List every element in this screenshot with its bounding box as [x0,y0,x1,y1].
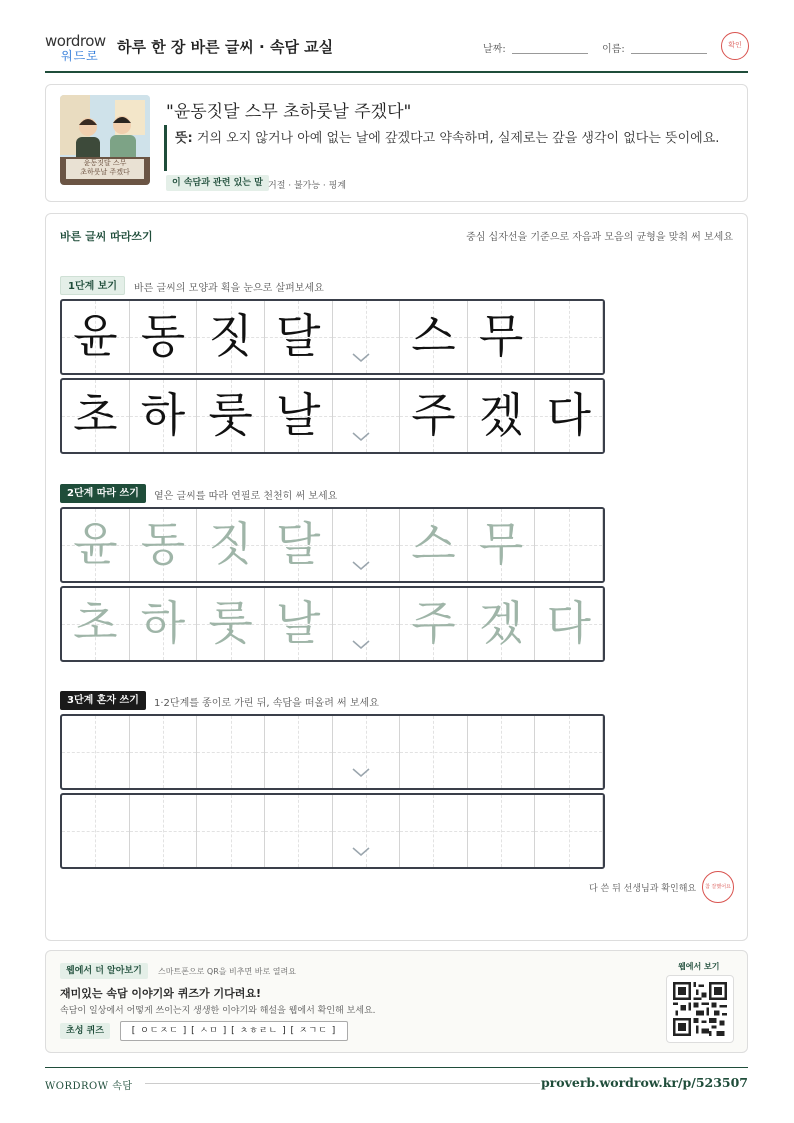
grid-cell [535,301,603,373]
grid-cell [400,588,468,660]
good-job-stamp [702,871,734,903]
practice-character: 윤 [73,517,118,571]
practice-character: 동 [140,309,186,363]
grid-cell [130,509,198,581]
practice-character: 주 [411,596,456,650]
meaning-accent-bar [164,125,167,171]
grid-cell [265,716,333,788]
practice-character: 주 [411,388,456,442]
grid-cell [197,509,265,581]
grid-cell [197,588,265,660]
practice-character [535,509,602,581]
practice-character: 날 [275,388,321,442]
grid-cell [62,301,130,373]
practice-character: 윤 [73,309,118,363]
grid-cell [400,716,468,788]
grid-cell [400,795,468,867]
web-tag-desc: 스마트폰으로 QR을 비추면 바로 열려요 [158,967,296,976]
step3-row-2[interactable] [60,793,605,869]
grid-cell [197,380,265,452]
grid-cell [130,588,198,660]
space-chevron-icon [352,640,370,650]
meaning-label: 뜻: [175,131,193,146]
quiz-label: 초성 퀴즈 [60,1023,110,1039]
grid-cell [535,588,603,660]
logo-korean: 워드로 [61,49,99,63]
grid-cell [62,380,130,452]
practice-character: 초 [73,596,118,650]
practice-character: 동 [140,517,186,571]
center-guide-horizontal [197,831,264,832]
grid-cell [130,795,198,867]
grid-cell [400,509,468,581]
logo-text: wordrow [45,32,106,50]
practice-character: 겠 [478,388,524,442]
center-guide-horizontal [333,831,400,832]
practice-character: 초 [73,388,118,442]
date-label: 날짜: [483,44,506,55]
center-guide-horizontal [197,752,264,753]
illustration-caption-1: 윤동짓달 스무 [83,159,127,167]
center-guide-horizontal [130,752,197,753]
grid-cell [62,716,130,788]
footer-url[interactable]: proverb.wordrow.kr/p/523507 [540,1075,748,1090]
grid-cell [535,716,603,788]
space-chevron-icon [352,768,370,778]
practice-character: 달 [275,309,321,363]
grid-cell [535,380,603,452]
practice-character: 하 [140,596,186,650]
stamp-text: 참 잘했어요 [705,884,731,890]
space-chevron-icon [352,561,370,571]
web-description: 속담이 일상에서 어떻게 쓰이는지 생생한 이야기와 해설을 웹에서 확인해 보세요. [60,1006,376,1016]
grid-cell [130,380,198,452]
grid-cell [265,509,333,581]
grid-cell [400,380,468,452]
center-guide-horizontal [333,752,400,753]
center-guide-horizontal [400,752,467,753]
practice-character: 무 [478,517,524,571]
grid-cell [62,588,130,660]
grid-cell [130,301,198,373]
center-guide-horizontal [535,831,602,832]
practice-hint: 중심 십자선을 기준으로 자음과 모음의 균형을 맞춰 써 보세요 [466,232,733,243]
footer-brand: WORDROW 속담 [45,1081,133,1092]
grid-cell [265,301,333,373]
web-headline: 재미있는 속담 이야기와 퀴즈가 기다려요! [60,987,261,1000]
practice-section [45,213,748,941]
qr-code[interactable] [666,975,734,1043]
grid-cell [468,795,536,867]
center-guide-horizontal [400,831,467,832]
practice-character: 룻 [208,388,253,442]
practice-title: 바른 글씨 따라쓰기 [60,230,153,243]
step2-desc: 옅은 글씨를 따라 연필로 천천히 써 보세요 [154,491,338,502]
practice-character: 스 [411,309,456,363]
grid-cell [62,509,130,581]
practice-character: 다 [546,388,591,442]
done-instruction: 다 쓴 뒤 선생님과 확인해요 [589,884,697,894]
center-guide-horizontal [265,752,332,753]
web-section [45,950,748,1053]
footer-rule [145,1083,540,1084]
center-guide-horizontal [265,831,332,832]
step3-desc: 1·2단계를 종이로 가린 뒤, 속담을 떠올려 써 보세요 [154,698,379,709]
grid-cell [468,588,536,660]
proverb-meaning [175,129,735,149]
practice-character: 룻 [208,596,253,650]
grid-cell [130,716,198,788]
check-seal: 확인 [721,32,749,60]
center-guide-horizontal [535,752,602,753]
grid-cell [197,795,265,867]
chosung-quiz: [ ㅇㄷㅈㄷ ] [ ㅅㅁ ] [ ㅊㅎㄹㄴ ] [ ㅈㄱㄷ ] [120,1021,348,1041]
grid-cell [62,795,130,867]
grid-cell [265,795,333,867]
grid-cell [468,380,536,452]
qr-label: 웹에서 보기 [678,962,720,971]
proverb-illustration [60,95,150,185]
practice-character: 짓 [208,309,253,363]
grid-cell [197,716,265,788]
web-tag: 웹에서 더 알아보기 [60,963,148,979]
practice-character: 하 [140,388,186,442]
step2-row-1[interactable] [60,507,605,583]
step1-row-1 [60,299,605,375]
grid-cell [468,509,536,581]
illustration-caption-2: 초하룻날 주겠다 [80,168,130,176]
grid-cell [265,588,333,660]
related-words: 거절 · 불가능 · 핑계 [268,181,347,191]
step1-desc: 바른 글씨의 모양과 획을 눈으로 살펴보세요 [134,283,324,294]
name-field[interactable] [631,53,707,54]
related-label: 이 속담과 관련 있는 말 [166,175,269,191]
practice-character: 달 [275,517,321,571]
practice-character: 스 [411,517,456,571]
practice-character: 다 [546,596,591,650]
proverb-title: "윤동짓달 스무 초하룻날 주겠다" [166,102,412,122]
footer-divider [45,1067,748,1068]
center-guide-horizontal [62,831,129,832]
center-guide-horizontal [62,752,129,753]
page-title: 하루 한 장 바른 글씨 · 속담 교실 [117,38,334,56]
step2-row-2[interactable] [60,586,605,662]
date-field[interactable] [512,53,588,54]
step1-badge: 1단계 보기 [60,276,125,295]
practice-character: 날 [275,596,321,650]
practice-character [535,301,602,373]
grid-cell [400,301,468,373]
grid-cell [468,716,536,788]
space-chevron-icon [352,432,370,442]
proverb-card [45,84,748,202]
step3-badge: 3단계 혼자 쓰기 [60,691,146,710]
center-guide-horizontal [468,752,535,753]
grid-cell [468,301,536,373]
meaning-text: 거의 오지 않거나 아예 없는 날에 갚겠다고 약속하며, 실제로는 갚을 생각이 없다는 뜻이에요. [196,131,720,146]
grid-cell [265,380,333,452]
center-guide-horizontal [468,831,535,832]
practice-character: 무 [478,309,524,363]
grid-cell [197,301,265,373]
practice-character: 겠 [478,596,524,650]
name-label: 이름: [602,44,625,55]
step2-badge: 2단계 따라 쓰기 [60,484,146,503]
page-header [45,28,748,73]
step3-row-1[interactable] [60,714,605,790]
grid-cell [535,795,603,867]
step1-row-2 [60,378,605,454]
space-chevron-icon [352,353,370,363]
grid-cell [535,509,603,581]
practice-character: 짓 [208,517,253,571]
space-chevron-icon [352,847,370,857]
qr-icon [673,982,727,1036]
center-guide-horizontal [130,831,197,832]
